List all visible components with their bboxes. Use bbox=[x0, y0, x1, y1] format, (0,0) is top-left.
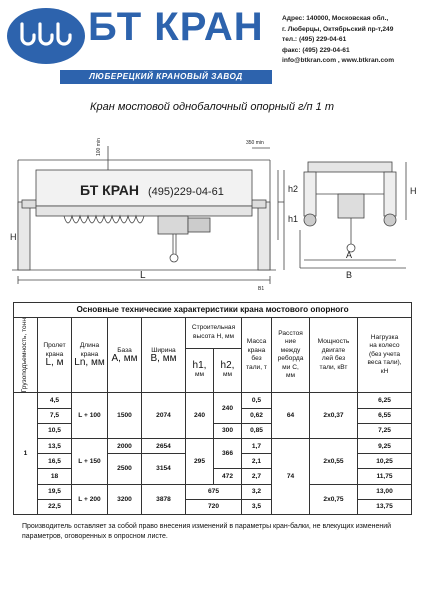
col-base bbox=[108, 318, 142, 393]
col-h1-label: h1, bbox=[192, 360, 207, 372]
cell-h1: 240 bbox=[186, 393, 214, 439]
col-base-line2: A, мм bbox=[111, 353, 138, 365]
col-height-line2: высота H, мм bbox=[192, 332, 235, 340]
col-h2 bbox=[214, 348, 242, 393]
cell-span: 18 bbox=[38, 469, 72, 484]
cell-load: 9,25 bbox=[358, 439, 412, 454]
cell-h2: 240 bbox=[214, 393, 242, 423]
dim-350min: 350 min bbox=[246, 140, 264, 146]
cell-base: 2000 bbox=[108, 439, 142, 454]
col-capacity bbox=[14, 318, 38, 393]
col-length-line3: Ln, мм bbox=[74, 357, 105, 369]
col-mass-line1: Масса bbox=[246, 338, 267, 346]
col-length bbox=[72, 318, 108, 393]
label-a: A bbox=[346, 250, 353, 260]
col-dist bbox=[272, 318, 310, 393]
cell-width: 2074 bbox=[142, 393, 186, 439]
col-dist-line4: реборда bbox=[277, 355, 304, 363]
spec-table bbox=[13, 302, 411, 515]
drawing-phone: (495)229-04-61 bbox=[148, 186, 224, 198]
col-power bbox=[310, 318, 358, 393]
cell-base: 1500 bbox=[108, 393, 142, 439]
col-power-line2: двигате bbox=[321, 346, 346, 354]
cell-span: 4,5 bbox=[38, 393, 72, 408]
col-dist-line6: мм bbox=[285, 372, 296, 380]
cell-load: 7,25 bbox=[358, 423, 412, 438]
cell-mass: 0,5 bbox=[242, 393, 272, 408]
col-load-line5: кН bbox=[380, 367, 389, 375]
contact-address-line1: Адрес: 140000, Московская обл., bbox=[282, 15, 389, 22]
col-base-line1: База bbox=[117, 346, 132, 354]
label-h-right: H bbox=[410, 186, 417, 196]
tagline: ЛЮБЕРЕЦКИЙ КРАНОВЫЙ ЗАВОД bbox=[89, 72, 243, 81]
col-power-line1: Мощность bbox=[317, 338, 350, 346]
cell-h2: 472 bbox=[214, 469, 242, 484]
col-width-line2: B, мм bbox=[150, 353, 177, 365]
col-mass-line4: тали, т bbox=[246, 363, 267, 371]
col-height-line1: Строительная bbox=[191, 324, 236, 332]
cell-length: L + 100 bbox=[72, 393, 108, 439]
col-capacity-label: Грузоподъемность, тонн bbox=[21, 318, 29, 393]
cell-mass: 0,85 bbox=[242, 423, 272, 438]
col-load-line2: на колесо bbox=[369, 342, 400, 350]
cell-span: 16,5 bbox=[38, 454, 72, 469]
col-length-line2: крана bbox=[80, 350, 99, 358]
tagline-bar bbox=[60, 70, 272, 84]
col-height-group bbox=[186, 318, 242, 349]
cell-power: 2х0,55 bbox=[310, 439, 358, 485]
cell-mass: 1,7 bbox=[242, 439, 272, 454]
cell-load: 13,00 bbox=[358, 484, 412, 499]
cell-mass: 3,5 bbox=[242, 499, 272, 514]
label-h1: h1 bbox=[288, 214, 299, 224]
cell-width: 3878 bbox=[142, 484, 186, 514]
col-load-line1: Нагрузка bbox=[370, 333, 399, 341]
cell-mass: 2,7 bbox=[242, 469, 272, 484]
col-span-line3: L, м bbox=[45, 357, 64, 369]
cell-load: 6,25 bbox=[358, 393, 412, 408]
disclaimer-note: Производитель оставляет за собой право внесения изменений в параметры кран-балки, не влекущих изменений параметров, оговоренных в опросном листе. bbox=[22, 523, 392, 540]
col-load-line4: веса тали), bbox=[367, 359, 402, 367]
label-h-left: H bbox=[10, 232, 17, 242]
cell-mass: 2,1 bbox=[242, 454, 272, 469]
contact-address-line2: г. Люберцы, Октябрьский пр-т,249 bbox=[282, 25, 394, 33]
crane-drawing bbox=[8, 120, 418, 295]
cell-load: 10,25 bbox=[358, 454, 412, 469]
cell-h-merged: 720 bbox=[186, 499, 242, 514]
cell-base: 3200 bbox=[108, 484, 142, 514]
cell-capacity: 1 bbox=[14, 393, 38, 515]
col-load bbox=[358, 318, 412, 393]
cell-length: L + 150 bbox=[72, 439, 108, 485]
cell-width: 3154 bbox=[142, 454, 186, 484]
col-span bbox=[38, 318, 72, 393]
label-b1: B1 bbox=[258, 286, 265, 290]
col-load-line3: (без учета bbox=[368, 350, 401, 358]
col-mass-line2: крана bbox=[247, 346, 266, 354]
cell-mass: 0,62 bbox=[242, 408, 272, 423]
col-power-line3: лей без bbox=[321, 355, 346, 363]
contact-info bbox=[282, 14, 394, 67]
cell-dist: 74 bbox=[272, 439, 310, 515]
table-row bbox=[14, 393, 412, 408]
cell-power: 2х0,37 bbox=[310, 393, 358, 439]
col-mass-line3: без bbox=[251, 355, 262, 363]
cell-length: L + 200 bbox=[72, 484, 108, 514]
dim-100min: 100 min bbox=[96, 138, 102, 156]
cell-h2: 366 bbox=[214, 439, 242, 469]
cell-h-merged: 675 bbox=[186, 484, 242, 499]
cell-span: 22,5 bbox=[38, 499, 72, 514]
brand-name: БТ КРАН bbox=[88, 5, 264, 49]
table-caption: Основные технические характеристики крана мостового опорного bbox=[14, 303, 412, 318]
col-h2-label: h2, bbox=[220, 360, 235, 372]
page-title: Кран мостовой однобалочный опорный г/п 1 т bbox=[90, 101, 334, 113]
cell-power: 2х0,75 bbox=[310, 484, 358, 514]
col-dist-line1: Расстоя bbox=[278, 329, 303, 337]
col-length-line1: Длина bbox=[79, 342, 100, 350]
cell-load: 6,55 bbox=[358, 408, 412, 423]
label-l: L bbox=[140, 270, 146, 281]
col-width bbox=[142, 318, 186, 393]
cell-load: 13,75 bbox=[358, 499, 412, 514]
cell-h2: 300 bbox=[214, 423, 242, 438]
cell-dist: 64 bbox=[272, 393, 310, 439]
drawing-brand: БТ КРАН bbox=[80, 182, 140, 198]
contact-phone: тел.: (495) 229-04-61 bbox=[282, 36, 347, 43]
col-h1 bbox=[186, 348, 214, 393]
logo-icon bbox=[6, 6, 86, 73]
col-width-line1: Ширина bbox=[151, 346, 176, 354]
table-row bbox=[14, 439, 412, 454]
col-span-line2: крана bbox=[45, 350, 64, 358]
col-h2-unit: мм bbox=[222, 370, 233, 378]
cell-base: 2500 bbox=[108, 454, 142, 484]
contact-fax: факс: (495) 229-04-61 bbox=[282, 46, 350, 54]
col-dist-line3: между bbox=[280, 346, 301, 354]
col-h1-unit: мм bbox=[194, 370, 205, 378]
cell-h1: 295 bbox=[186, 439, 214, 485]
cell-span: 13,5 bbox=[38, 439, 72, 454]
cell-load: 11,75 bbox=[358, 469, 412, 484]
cell-span: 19,5 bbox=[38, 484, 72, 499]
col-dist-line5: ми С, bbox=[282, 363, 299, 371]
col-dist-line2: ние bbox=[285, 338, 296, 346]
col-span-line1: Пролет bbox=[43, 342, 66, 350]
cell-span: 10,5 bbox=[38, 423, 72, 438]
label-b: B bbox=[346, 270, 353, 280]
cell-span: 7,5 bbox=[38, 408, 72, 423]
col-power-line4: тали, кВт bbox=[319, 363, 348, 371]
table-row bbox=[14, 484, 412, 499]
contact-email-web[interactable]: info@btkran.com , www.btkran.com bbox=[282, 57, 395, 64]
label-h2: h2 bbox=[288, 184, 299, 194]
cell-width: 2654 bbox=[142, 439, 186, 454]
col-mass bbox=[242, 318, 272, 393]
cell-mass: 3,2 bbox=[242, 484, 272, 499]
